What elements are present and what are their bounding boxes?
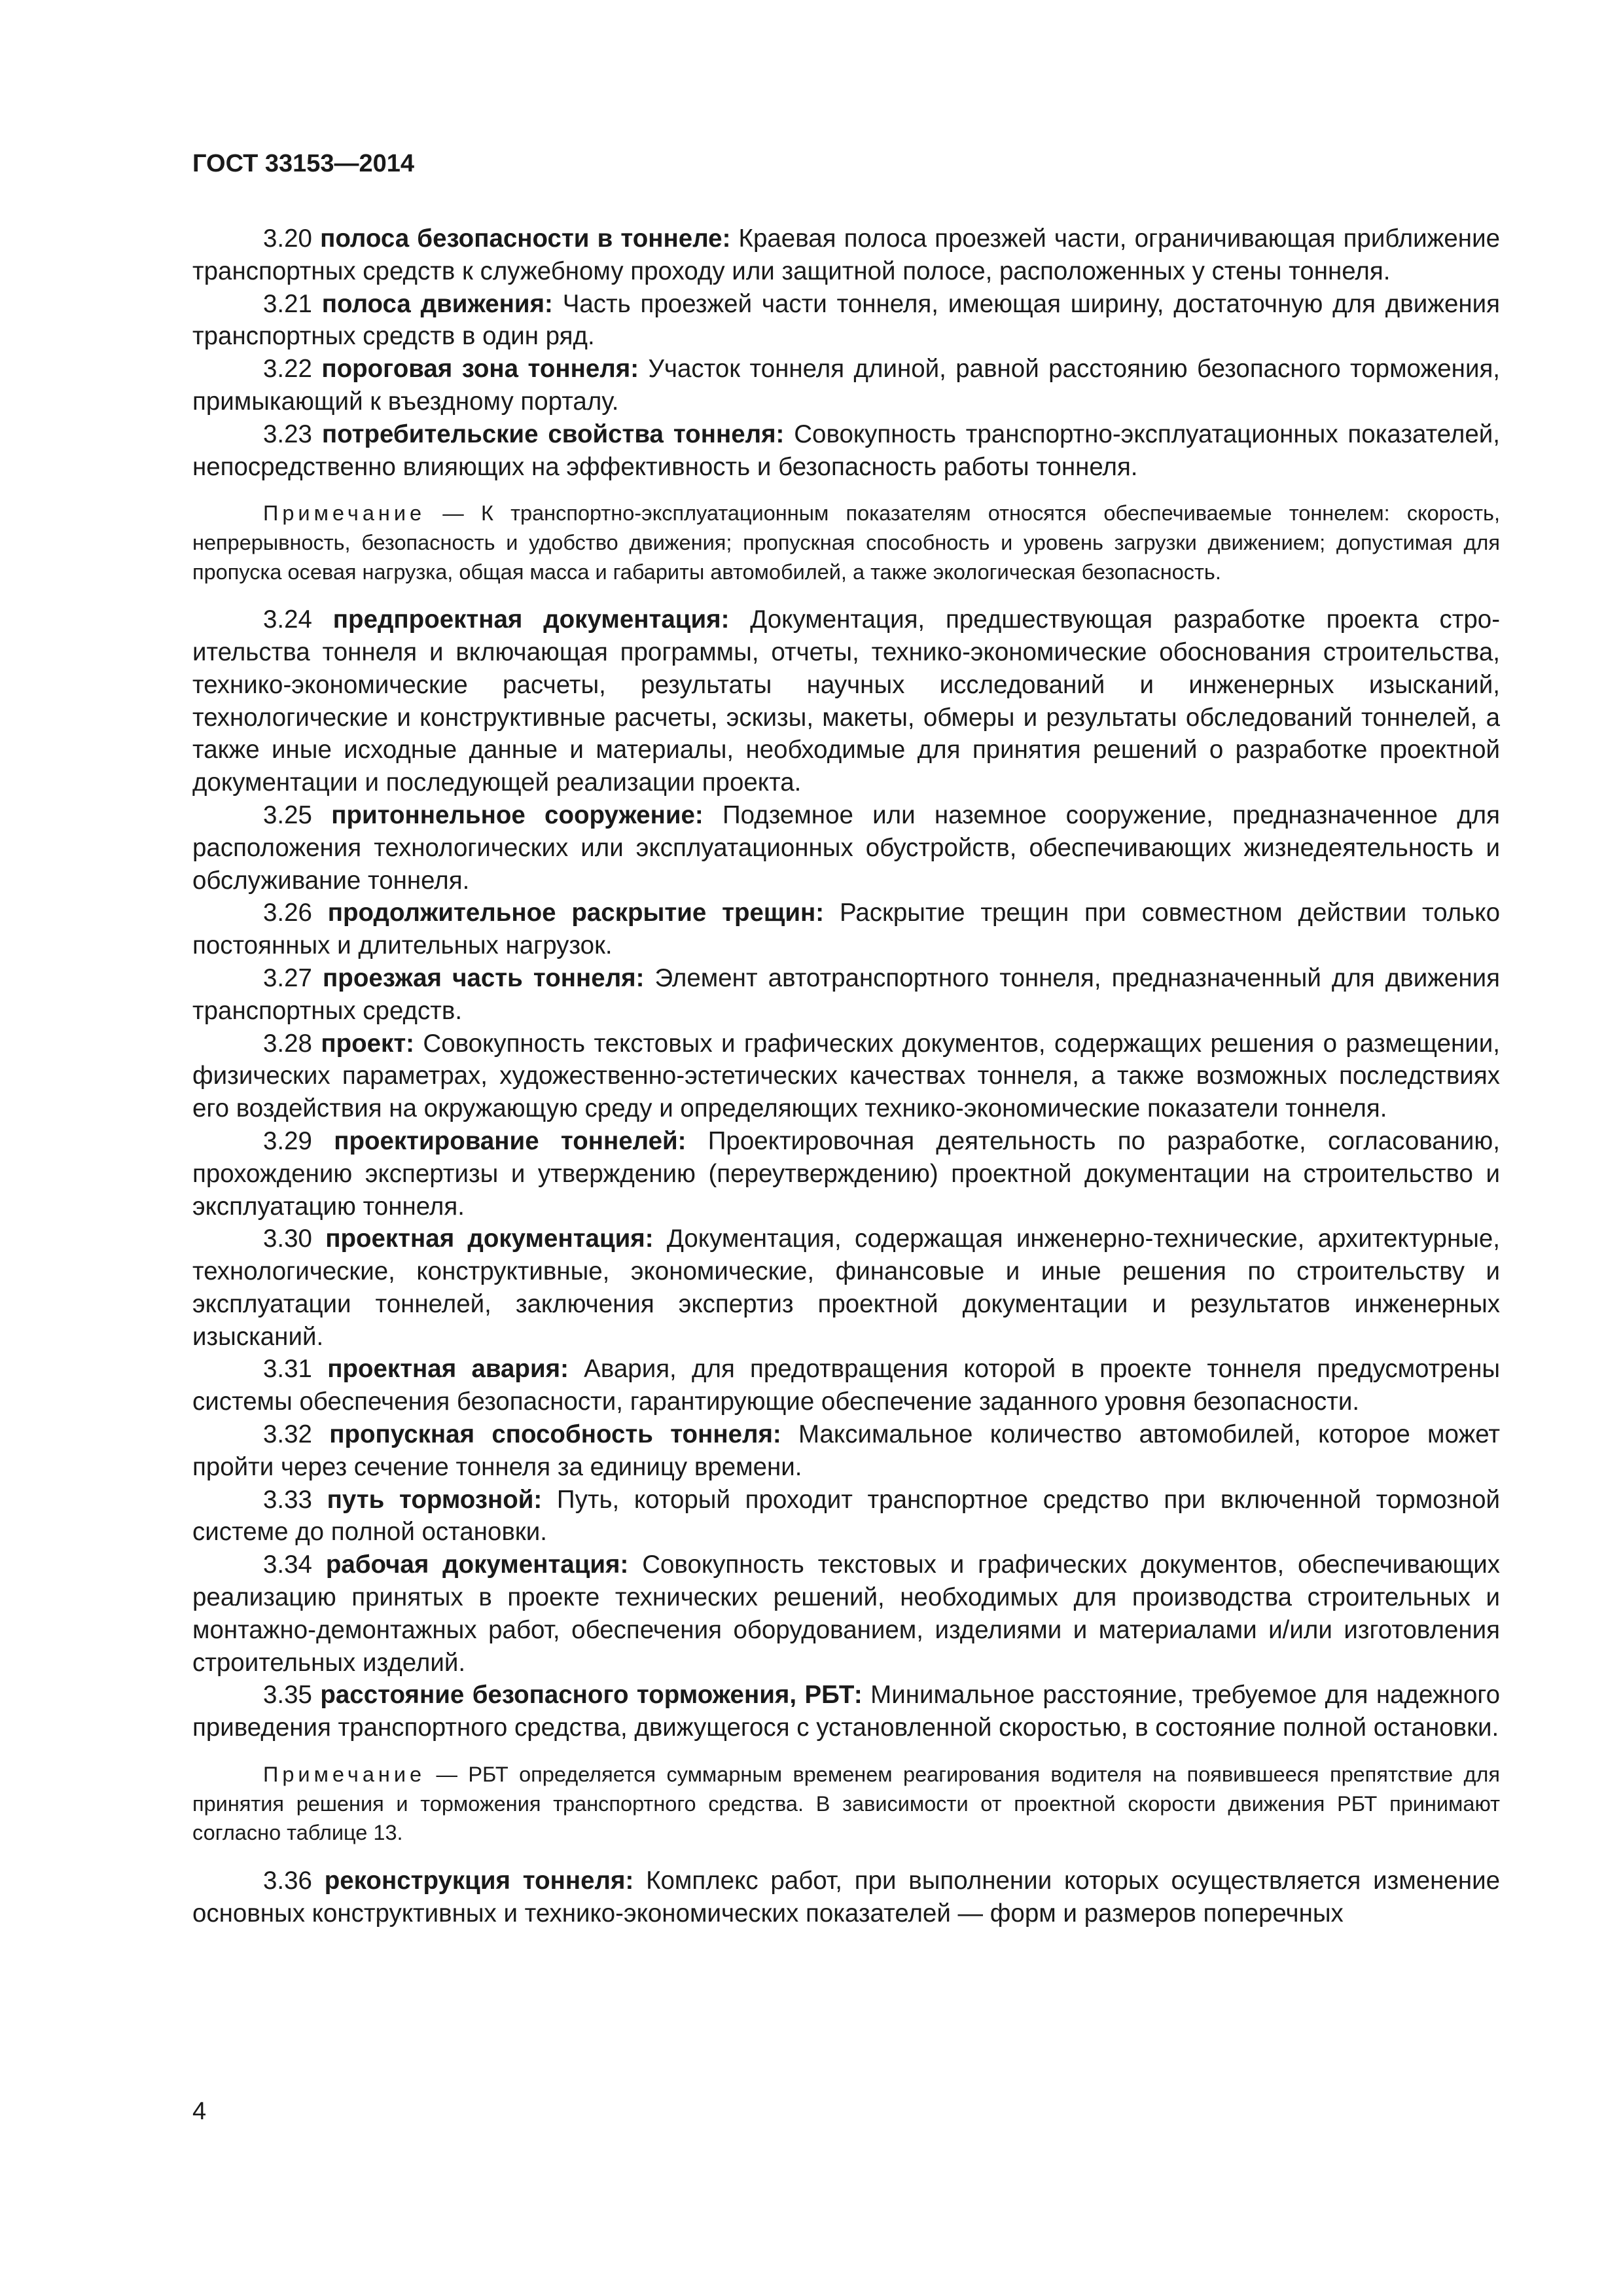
entry-term: расстояние безопасного торможения, РБТ: bbox=[320, 1681, 863, 1710]
entries-group-a bbox=[192, 223, 1500, 483]
entry-term: предпроектная документация: bbox=[332, 605, 730, 634]
term-entry bbox=[192, 1125, 1500, 1223]
entry-definition: Совокупность текстовых и графических документов, обеспечивающих реализацию принятых в проекте технических решений, необходимых для производства строительных и монтажно-демонтажных работ, обеспечения оборудованием, изделиями и материалами и/или изготовления строительных изделий. bbox=[192, 1551, 1501, 1677]
note-2 bbox=[192, 1760, 1500, 1848]
entry-term: пороговая зона тоннеля: bbox=[321, 355, 639, 384]
entries-group-b bbox=[192, 603, 1500, 1744]
term-entry bbox=[192, 353, 1500, 418]
entry-definition: Авария, для предотвращения которой в проекте тоннеля предусмотрены системы обеспечения безопасности, гарантирующие обеспечение заданного уровня безопасности. bbox=[192, 1355, 1501, 1416]
entry-term: притоннельное сооружение: bbox=[331, 800, 704, 829]
note-label: Примечание bbox=[263, 501, 426, 526]
entry-term: путь тормозной: bbox=[327, 1485, 543, 1514]
entry-term: потребительские свойства тоннеля: bbox=[321, 420, 785, 448]
entry-definition: Участок тоннеля длиной, равной расстоянию безопасного торможения, примыкающий к въездному порталу. bbox=[192, 355, 1500, 416]
entry-number: 3.21 bbox=[263, 289, 312, 318]
term-entry bbox=[192, 288, 1500, 353]
entry-number: 3.33 bbox=[263, 1485, 312, 1514]
term-entry bbox=[192, 962, 1500, 1028]
entry-number: 3.30 bbox=[263, 1225, 312, 1253]
note-1 bbox=[192, 499, 1500, 586]
entry-definition: Проектировочная деятельность по разработке, согласованию, прохождению экспертизы и утверждению (переутверждению) проектной документации на строительство и эксплуатацию тоннеля. bbox=[192, 1126, 1500, 1221]
entry-definition: Максимальное количество автомобилей, которое может пройти через сечение тоннеля за единицу времени. bbox=[192, 1420, 1501, 1481]
entry-number: 3.25 bbox=[263, 800, 312, 829]
entry-number: 3.28 bbox=[263, 1029, 312, 1058]
entry-term: полоса движения: bbox=[321, 289, 553, 318]
term-entry bbox=[192, 1353, 1500, 1418]
document-body bbox=[192, 223, 1500, 1929]
entry-number: 3.22 bbox=[263, 355, 312, 384]
entry-definition: Минимальное расстояние, требуемое для надежного приведения транспортного средства, движущегося с установленной скоростью, в состояние полной остановки. bbox=[192, 1681, 1500, 1742]
entry-definition: Краевая полоса проезжей части, ограничивающая приближение транспортных средств к служебному проходу или защитной полосе, расположенных у стены тоннеля. bbox=[192, 224, 1500, 285]
entry-definition: Документация, содержащая инженерно-технические, архитектурные, технологические, конструктивные, экономические, финансовые и иные решения по строительству и эксплуатации тоннелей, заключения экспертиз проектной документации и результатов инженерных изысканий. bbox=[192, 1225, 1500, 1351]
note-text: — К транспортно-эксплуатационным показателям относятся обеспечиваемые тоннелем: скорость, непрерывность, безопасность и удобство движения; пропускная способность и уровень загрузки движением; допустимая для пропуска осевая нагрузка, общая масса и габариты автомобилей, а также экологическая безопасность. bbox=[192, 501, 1500, 584]
entry-number: 3.34 bbox=[263, 1551, 312, 1579]
entry-number: 3.26 bbox=[263, 899, 312, 927]
term-entry bbox=[192, 897, 1500, 962]
entry-number: 3.36 bbox=[263, 1866, 312, 1895]
entry-definition: Часть проезжей части тоннеля, имеющая ширину, достаточную для движения транспортных средств в один ряд. bbox=[192, 289, 1500, 351]
entry-definition: Раскрытие трещин при совместном действии только постоянных и длительных нагрузок. bbox=[192, 899, 1500, 960]
entry-definition: Совокупность текстовых и графических документов, содержащих решения о размещении, физических параметрах, художественно-эстетических качествах тоннеля, а также возможных последствиях его воздействия на окружающую среду и определяющих технико-экономические показатели тоннеля. bbox=[192, 1029, 1500, 1123]
entry-definition: Документация, предшествующая разработке проекта строительства тоннеля и включающая программы, отчеты, технико-экономические обоснования строительства, технико-экономические расчеты, результаты научных исследований и инженерных изысканий, технологические и конструктивные расчеты, эскизы, макеты, обмеры и результаты обследований тоннелей, а также иные исходные данные и материалы, необходимые для принятия решений о разработке проектной документации и последующей реализации проекта. bbox=[192, 605, 1501, 797]
term-entry bbox=[192, 1549, 1500, 1679]
term-entry bbox=[192, 1484, 1500, 1549]
entry-term: реконструкция тоннеля: bbox=[324, 1866, 634, 1895]
term-entry bbox=[192, 1418, 1500, 1484]
document-code-header: ГОСТ 33153—2014 bbox=[192, 150, 415, 177]
term-entry bbox=[192, 1223, 1500, 1353]
entry-number: 3.23 bbox=[263, 420, 312, 448]
entry-number: 3.20 bbox=[263, 224, 312, 253]
term-entry bbox=[192, 418, 1500, 484]
entries-group-c bbox=[192, 1865, 1500, 1930]
entry-definition: Подземное или наземное сооружение, предназначенное для расположения технологических или эксплуатационных обустройств, обеспечивающих жизнедеятельность и обслуживание тоннеля. bbox=[192, 800, 1500, 895]
entry-term: проезжая часть тоннеля: bbox=[323, 963, 645, 992]
entry-term: проектирование тоннелей: bbox=[334, 1126, 687, 1155]
note-label: Примечание bbox=[263, 1763, 426, 1787]
term-entry bbox=[192, 223, 1500, 288]
entry-number: 3.29 bbox=[263, 1126, 312, 1155]
page-number: 4 bbox=[192, 2098, 207, 2125]
entry-term: проектная документация: bbox=[325, 1225, 654, 1253]
entry-definition: Совокупность транспортно-эксплуатационных показателей, непосредственно влияющих на эффективность и безопасность работы тоннеля. bbox=[192, 420, 1500, 481]
entry-definition: Элемент автотранспортного тоннеля, предназначенный для движения транспортных средств. bbox=[192, 963, 1500, 1025]
term-entry bbox=[192, 603, 1500, 799]
entry-number: 3.27 bbox=[263, 963, 312, 992]
term-entry bbox=[192, 1679, 1500, 1744]
entry-term: проектная авария: bbox=[327, 1355, 569, 1384]
note-text: — РБТ определяется суммарным временем реагирования водителя на появившееся препятствие для принятия решения и торможения транспортного средства. В зависимости от проектной скорости движения РБТ принимают согласно таблице 13. bbox=[192, 1763, 1500, 1845]
entry-term: проект: bbox=[321, 1029, 414, 1058]
entry-term: полоса безопасности в тоннеле: bbox=[320, 224, 731, 253]
entry-definition: Путь, который проходит транспортное средство при включенной тормозной системе до полной остановки. bbox=[192, 1485, 1500, 1547]
entry-term: пропускная способность тоннеля: bbox=[329, 1420, 781, 1449]
term-entry bbox=[192, 1028, 1500, 1125]
entry-term: продолжительное раскрытие трещин: bbox=[327, 899, 825, 927]
entry-definition: Комплекс работ, при выполнении которых осуществляется изменение основных конструктивных и технико-экономических показателей — форм и размеров поперечных bbox=[192, 1866, 1500, 1928]
term-entry bbox=[192, 799, 1500, 897]
entry-term: рабочая документация: bbox=[325, 1551, 629, 1579]
entry-number: 3.32 bbox=[263, 1420, 312, 1449]
term-entry bbox=[192, 1865, 1500, 1930]
entry-number: 3.31 bbox=[263, 1355, 312, 1384]
entry-number: 3.24 bbox=[263, 605, 312, 634]
entry-number: 3.35 bbox=[263, 1681, 312, 1710]
